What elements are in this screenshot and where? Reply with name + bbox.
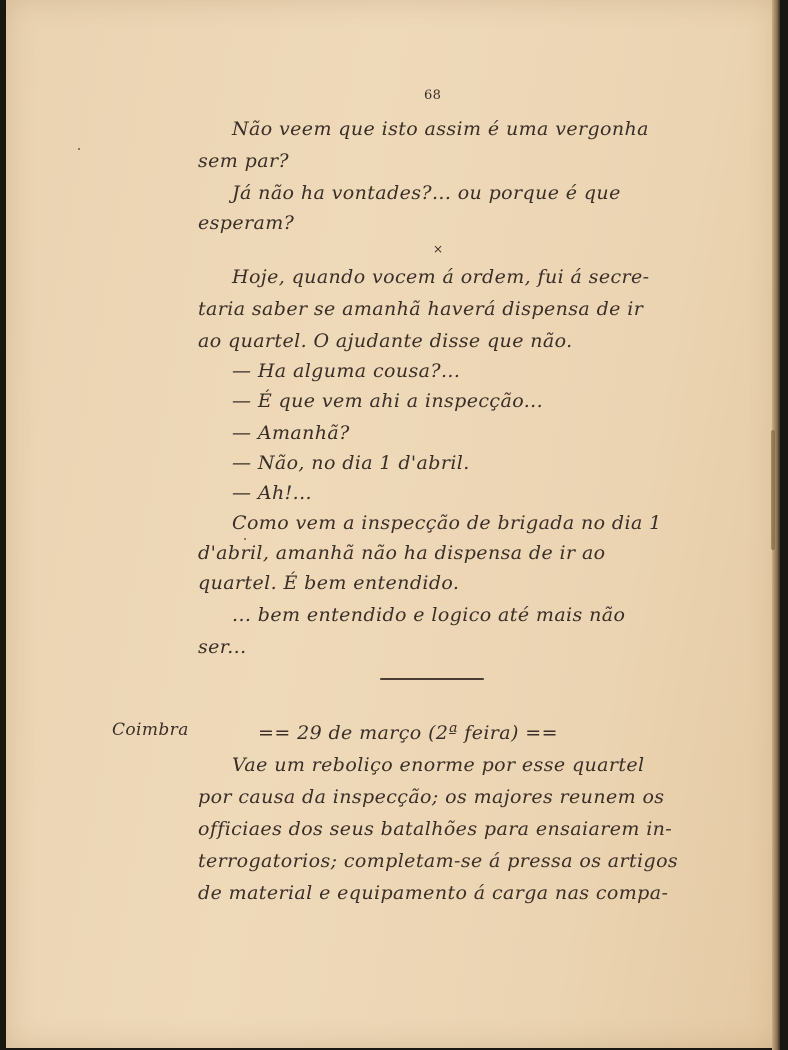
text-line: Hoje, quando vocem á ordem, fui á secre- <box>232 266 650 288</box>
dialogue-line: — É que vem ahi a inspecção... <box>232 390 544 412</box>
text-line: por causa da inspecção; os majores reunem os <box>198 786 665 808</box>
text-line: sem par? <box>198 150 290 172</box>
text-line: ... bem entendido e logico até mais não <box>232 604 626 626</box>
paper-speck <box>244 538 246 540</box>
dialogue-line: — Não, no dia 1 d'abril. <box>232 452 470 474</box>
text-line: ser... <box>198 636 247 658</box>
text-line: de material e equipamento á carga nas compa- <box>198 882 669 904</box>
binding-thread <box>771 430 775 550</box>
dialogue-line: — Ah!... <box>232 482 312 504</box>
manuscript-page <box>6 0 778 1048</box>
section-separator: × <box>433 242 444 256</box>
text-line: Não veem que isto assim é uma vergonha <box>232 118 649 140</box>
text-line: officiaes dos seus batalhões para ensaiarem in- <box>198 818 673 840</box>
text-line: terrogatorios; completam-se á pressa os artigos <box>198 850 679 872</box>
dialogue-line: — Amanhã? <box>232 422 350 444</box>
date-heading: == 29 de março (2ª feira) == <box>258 722 558 744</box>
text-line: taria saber se amanhã haverá dispensa de ir <box>198 298 644 320</box>
paper-speck <box>78 148 80 150</box>
text-line: quartel. É bem entendido. <box>198 572 460 594</box>
section-rule <box>380 678 484 680</box>
text-line: d'abril, amanhã não ha dispensa de ir ao <box>198 542 606 564</box>
text-line: Já não ha vontades?... ou porque é que <box>232 182 621 204</box>
text-line: esperam? <box>198 212 295 234</box>
dialogue-line: — Ha alguma cousa?... <box>232 360 461 382</box>
page-number: 68 <box>424 88 442 103</box>
text-line: Vae um reboliço enorme por esse quartel <box>232 754 645 776</box>
text-line: Como vem a inspecção de brigada no dia 1 <box>232 512 662 534</box>
text-line: ao quartel. O ajudante disse que não. <box>198 330 573 352</box>
place-marginal-note: Coimbra <box>112 720 189 740</box>
